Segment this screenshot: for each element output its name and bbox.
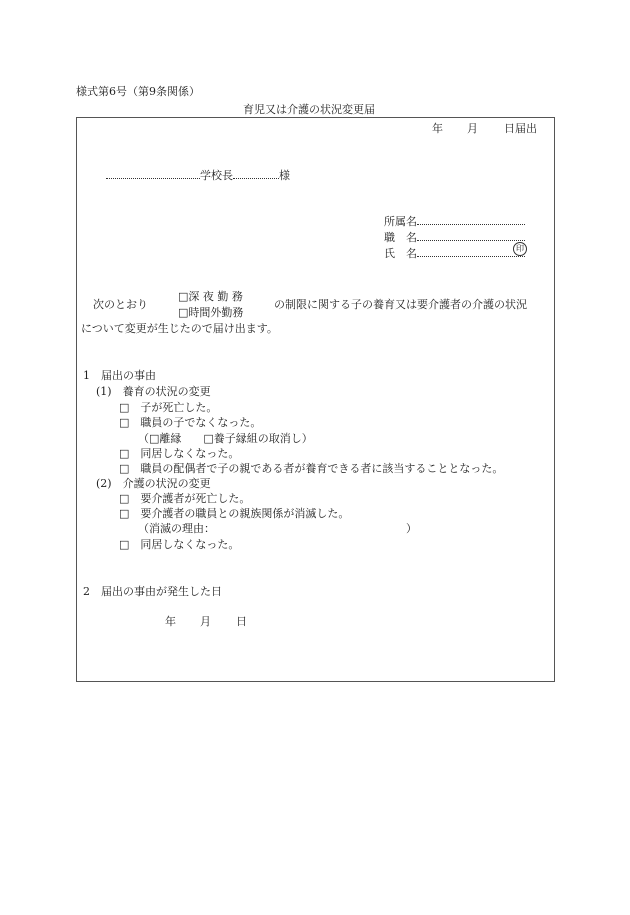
section1-heading: 1 届出の事由: [83, 369, 156, 382]
seal-mark: 印: [513, 242, 527, 256]
date-submit-label: 日届出: [504, 122, 537, 135]
checkbox-child-died[interactable]: □ 子が死亡した。: [119, 401, 218, 414]
checkbox-not-cohabiting-care[interactable]: □ 同居しなくなった。: [119, 538, 240, 551]
checkbox-not-cohabiting-child[interactable]: □ 同居しなくなった。: [119, 447, 240, 460]
extinction-reason-close: ）: [406, 522, 417, 535]
position-line: [384, 230, 525, 243]
statement-suffix: の制限に関する子の養育又は要介護者の介護の状況: [274, 298, 527, 311]
option-overtime-duty[interactable]: □時間外勤務: [178, 306, 244, 319]
addressee-line: [106, 168, 290, 181]
occurrence-day-label: 日: [236, 615, 247, 628]
affiliation-label: 所属名: [384, 215, 417, 228]
date-year-label: 年: [432, 122, 443, 135]
extinction-reason-label: （消滅の理由：: [138, 522, 215, 535]
section1-sub2-heading: (2) 介護の状況の変更: [96, 477, 211, 490]
option-night-duty[interactable]: □深 夜 勤 務: [178, 290, 243, 303]
form-number: 様式第6号（第9条関係）: [76, 85, 200, 98]
affiliation-line: [384, 214, 525, 227]
affiliation-blank: [417, 214, 525, 225]
checkbox-no-longer-child[interactable]: □ 職員の子でなくなった。: [119, 416, 262, 429]
position-label: 職 名: [384, 231, 417, 244]
form-title: 育児又は介護の状況変更届: [243, 103, 375, 116]
checkbox-care-recipient-died[interactable]: □ 要介護者が死亡した。: [119, 492, 251, 505]
adoption-options[interactable]: （□離縁 □養子縁組の取消し）: [138, 432, 313, 445]
date-month-label: 月: [467, 122, 478, 135]
honorific-label: 様: [279, 169, 290, 182]
name-blank: [417, 246, 525, 257]
section1-sub1-heading: (1) 養育の状況の変更: [96, 385, 211, 398]
name-label: 氏 名: [384, 247, 417, 260]
addressee-blank-dots: [106, 168, 200, 179]
checkbox-kinship-ended[interactable]: □ 要介護者の職員との親族関係が消滅した。: [119, 507, 350, 520]
school-head-label: 学校長: [200, 169, 233, 182]
section2-heading: 2 届出の事由が発生した日: [83, 585, 222, 598]
statement-prefix: 次のとおり: [93, 298, 148, 311]
occurrence-year-label: 年: [165, 615, 176, 628]
statement-line2: について変更が生じたので届け出ます。: [81, 322, 278, 335]
checkbox-spouse-can-raise[interactable]: □ 職員の配偶者で子の親である者が養育できる者に該当することとなった。: [119, 462, 504, 475]
name-line: [384, 246, 525, 259]
position-blank: [417, 230, 525, 241]
honorific-blank-dots: [233, 168, 279, 179]
occurrence-month-label: 月: [200, 615, 211, 628]
